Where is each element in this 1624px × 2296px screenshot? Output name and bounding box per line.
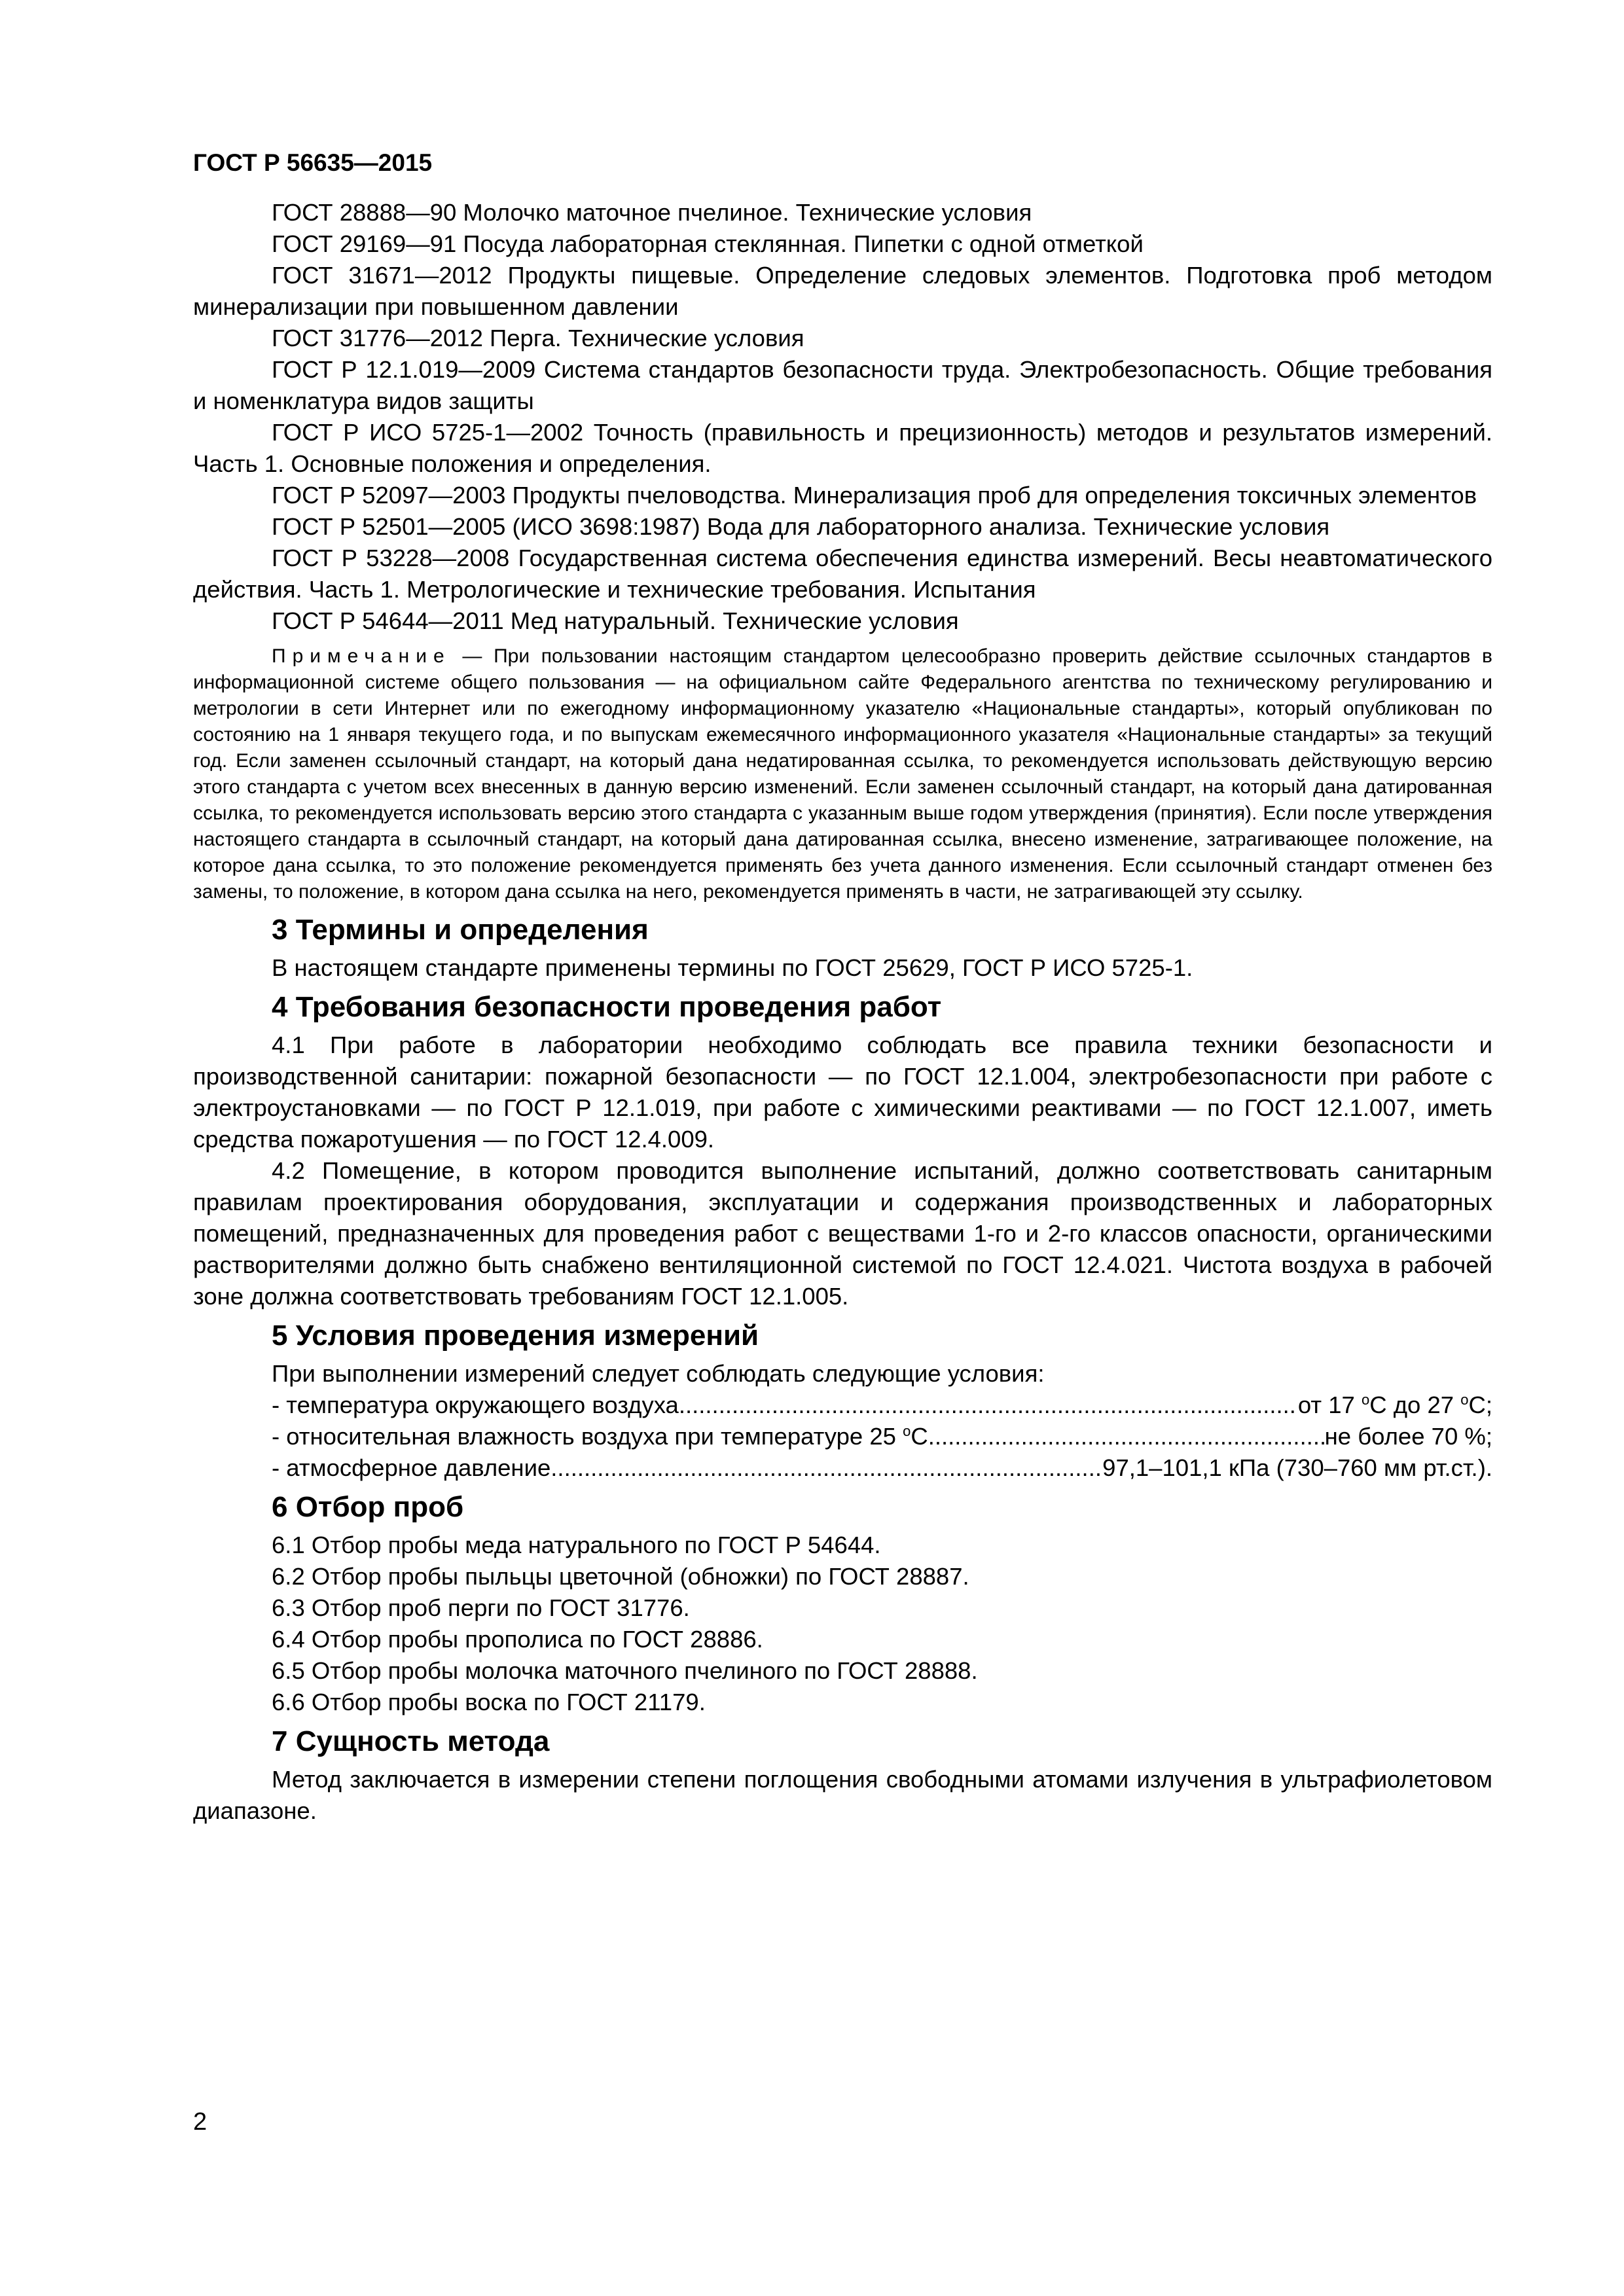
reference-item: ГОСТ Р 52097—2003 Продукты пчеловодства. Минерализация проб для определения токсичных элементов [272,482,1477,509]
standard-header: ГОСТ Р 56635—2015 [193,149,433,176]
section-5-title: 5 Условия проведения измерений [272,1319,759,1352]
condition-value: не более 70 %; [1324,1423,1492,1450]
normative-references [193,197,1492,637]
list-item: 6.5 Отбор пробы молочка маточного пчелиного по ГОСТ 28888. [272,1657,978,1684]
section-4-1-paragraph: 4.1 При работе в лаборатории необходимо соблюдать все правила техники безопасности и производственной санитарии: пожарной безопасности — по ГОСТ 12.1.004, электробезопасности при работе с электроустановками — по ГОСТ Р 12.1.019, при работе с химическими реактивами — по ГОСТ 12.1.007, иметь средства пожаротушения — по ГОСТ 12.4.009. [193,1031,1492,1153]
leader-dots [928,1421,1325,1452]
list-item: 6.4 Отбор пробы прополиса по ГОСТ 28886. [272,1626,763,1653]
condition-label: - атмосферное давление [272,1454,551,1481]
reference-item: ГОСТ 28888—90 Молочко маточное пчелиное. Технические условия [272,199,1032,226]
reference-item: ГОСТ Р ИСО 5725-1—2002 Точность (правильность и прецизионность) методов и результатов измерений. Часть 1. Основные положения и определения. [193,419,1492,477]
page-content [193,147,1492,1827]
leader-dots [550,1452,1102,1484]
condition-value: от 17 $^о$С до 27 $^о$С; [1297,1391,1492,1418]
reference-item: ГОСТ Р 54644—2011 Мед натуральный. Технические условия [272,607,959,634]
note-paragraph [193,643,1492,905]
section-4-title: 4 Требования безопасности проведения работ [272,991,942,1023]
list-item: 6.2 Отбор пробы пыльцы цветочной (обножки) по ГОСТ 28887. [272,1563,969,1590]
section-5-intro: При выполнении измерений следует соблюдать следующие условия: [272,1360,1045,1387]
section-3-title: 3 Термины и определения [272,914,649,946]
reference-item: ГОСТ Р 12.1.019—2009 Система стандартов безопасности труда. Электробезопасность. Общие требования и номенклатура видов защиты [193,356,1492,414]
section-4-2-paragraph: 4.2 Помещение, в котором проводится выполнение испытаний, должно соответствовать санитарным правилам проектирования оборудования, эксплуатации и содержания производственных и лабораторных помещений, предназначенных для проведения работ с веществами 1-го и 2-го классов опасности, органическими растворителями должно быть снабжено вентиляционной системой по ГОСТ 12.4.021. Чистота воздуха в рабочей зоне должна соответствовать требованиям ГОСТ 12.1.005. [193,1157,1492,1310]
section-7-text: Метод заключается в измерении степени поглощения свободными атомами излучения в ультрафиолетовом диапазоне. [193,1766,1492,1824]
reference-item: ГОСТ 31776—2012 Перга. Технические условия [272,325,804,351]
list-item: 6.1 Отбор пробы меда натурального по ГОСТ Р 54644. [272,1532,881,1558]
reference-item: ГОСТ Р 52501—2005 (ИСО 3698:1987) Вода для лабораторного анализа. Технические условия [272,513,1330,540]
note-label: Примечание [272,645,451,667]
condition-value: 97,1–101,1 кПа (730–760 мм рт.ст.). [1102,1454,1492,1481]
section-6-title: 6 Отбор проб [272,1491,464,1523]
leader-dots [679,1390,1298,1421]
note-text: — При пользовании настоящим стандартом целесообразно проверить действие ссылочных стандартов в информационной системе общего пользования — на официальном сайте Федерального агентства по техническому регулированию и метрологии в сети Интернет или по ежегодному информационному указателю «Национальные стандарты», который опубликован по состоянию на 1 января текущего года, и по выпускам ежемесячного информационного указателя «Национальные стандарты» за текущий год. Если заменен ссылочный стандарт, на который дана недатированная ссылка, то рекомендуется использовать действующую версию этого стандарта с учетом всех внесенных в данную версию изменений. Если заменен ссылочный стандарт, на который дана датированная ссылка, то рекомендуется использовать версию этого стандарта с указанным выше годом утверждения (принятия). Если после утверждения настоящего стандарта в ссылочный стандарт, на который дана датированная ссылка, внесено изменение, затрагивающее положение, на которое дана ссылка, то это положение рекомендуется применять без учета данного изменения. Если ссылочный стандарт отменен без замены, то положение, в котором дана ссылка на него, рекомендуется применять в части, не затрагивающей эту ссылку. [193,645,1492,903]
section-3-text: В настоящем стандарте применены термины по ГОСТ 25629, ГОСТ Р ИСО 5725-1. [272,954,1193,981]
page-number: 2 [193,2108,208,2136]
reference-item: ГОСТ 31671—2012 Продукты пищевые. Определение следовых элементов. Подготовка проб методом минерализации при повышенном давлении [193,262,1492,320]
list-item: 6.3 Отбор проб перги по ГОСТ 31776. [272,1594,690,1621]
sampling-list [193,1530,1492,1718]
condition-temperature [193,1390,1492,1421]
reference-item: ГОСТ 29169—91 Посуда лабораторная стеклянная. Пипетки с одной отметкой [272,230,1144,257]
section-7-title: 7 Сущность метода [272,1725,550,1757]
list-item: 6.6 Отбор пробы воска по ГОСТ 21179. [272,1689,706,1715]
condition-humidity [193,1421,1492,1452]
condition-label: - относительная влажность воздуха при температуре 25 $^о$С [272,1422,928,1450]
condition-pressure [193,1452,1492,1484]
reference-item: ГОСТ Р 53228—2008 Государственная система обеспечения единства измерений. Весы неавтоматического действия. Часть 1. Метрологические и технические требования. Испытания [193,545,1492,603]
condition-label: - температура окружающего воздуха [272,1391,679,1418]
